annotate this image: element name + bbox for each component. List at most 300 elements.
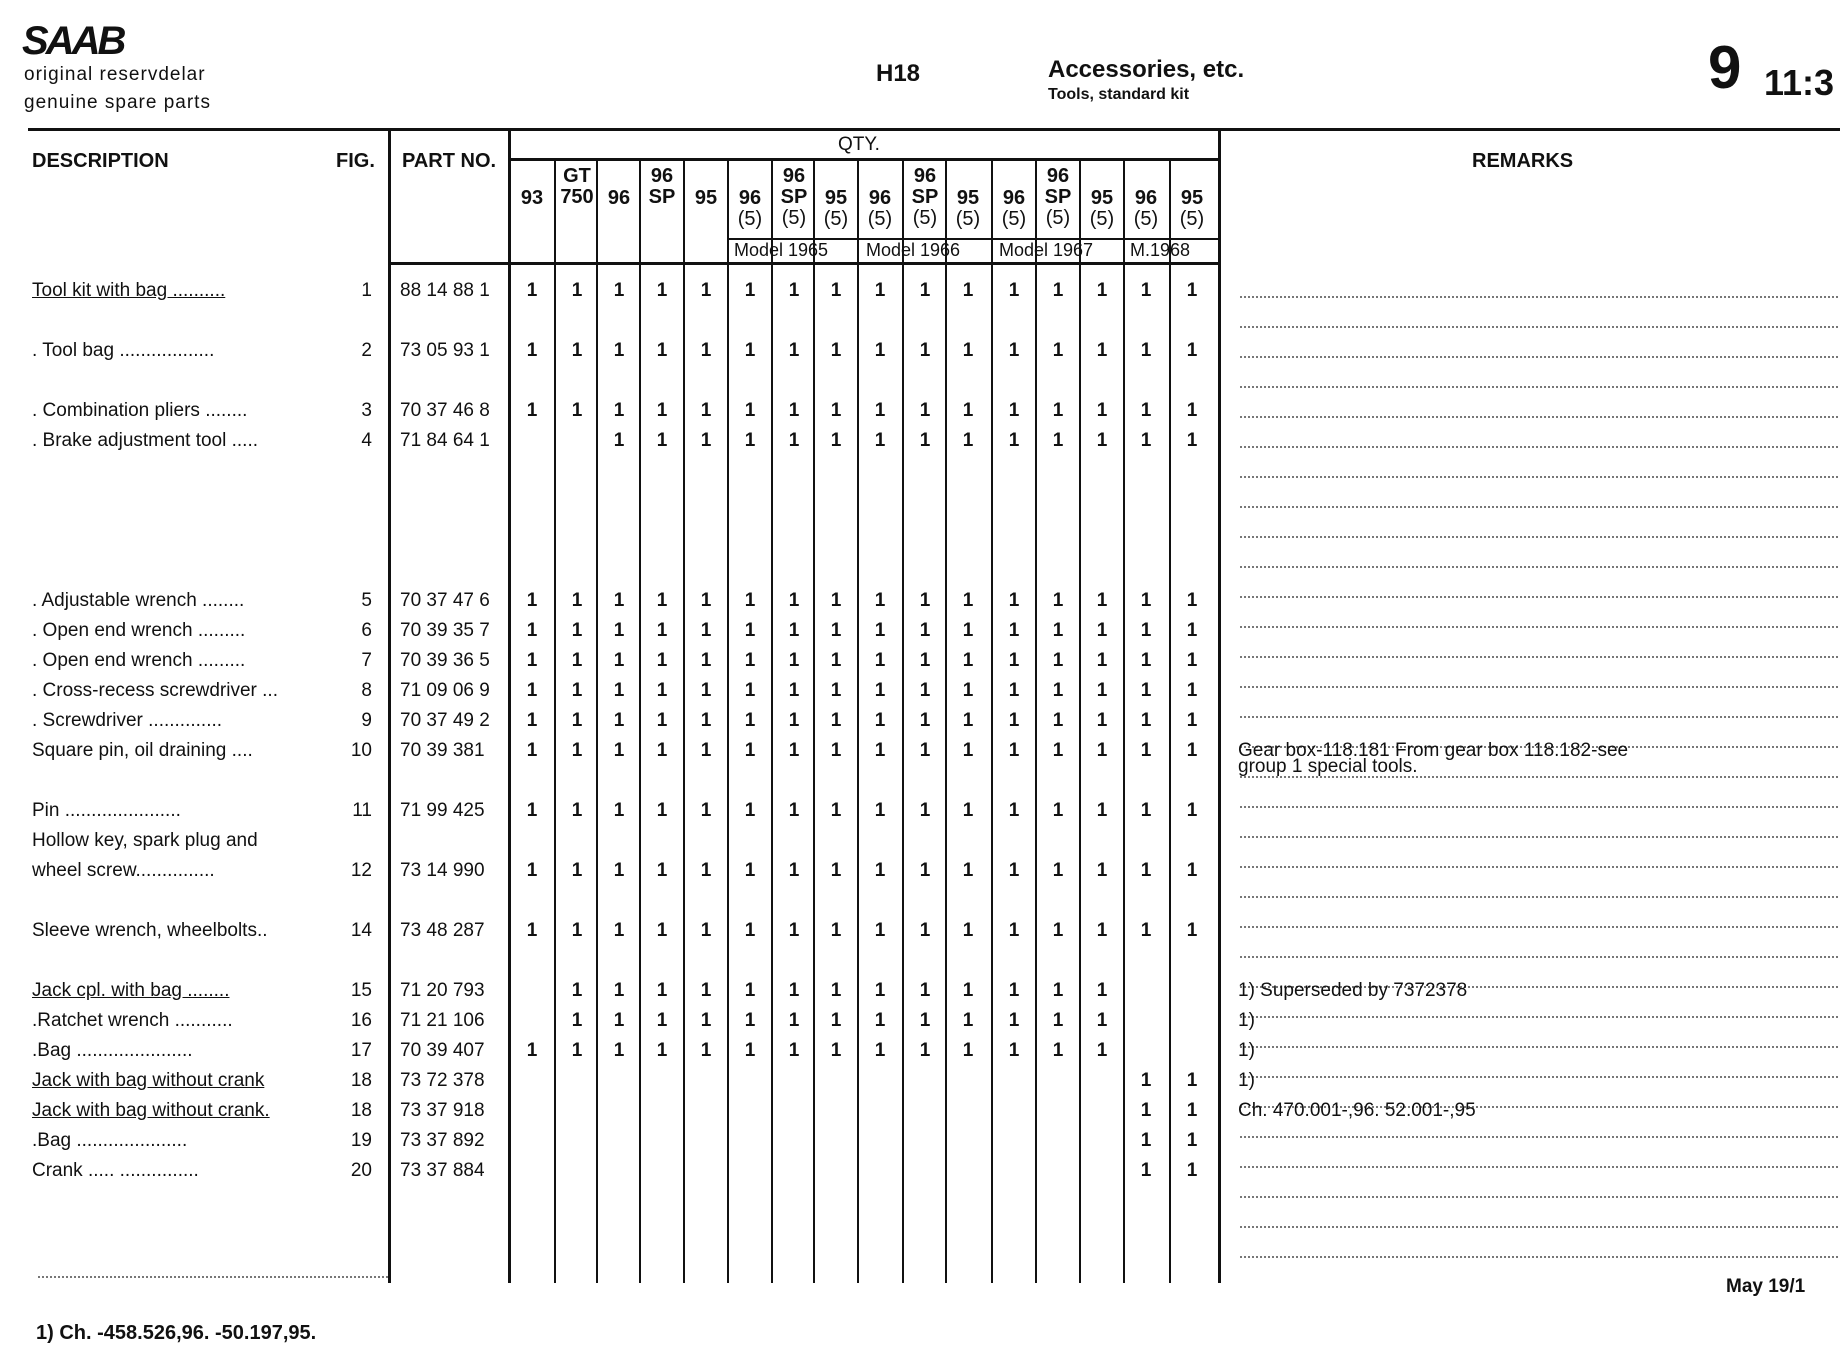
saab-logo-text: SAAB (22, 20, 124, 60)
row-qty: 1 (962, 590, 974, 611)
row-qty: 1 (1052, 430, 1064, 451)
row-qty: 1 (744, 710, 756, 731)
row-qty: 1 (700, 740, 712, 761)
row-qty: 1 (613, 980, 625, 1001)
row-description: wheel screw............... (32, 860, 215, 881)
row-qty: 1 (1008, 680, 1020, 701)
row-qty: 1 (788, 980, 800, 1001)
row-qty: 1 (874, 680, 886, 701)
row-qty: 1 (571, 680, 583, 701)
row-qty: 1 (526, 340, 538, 361)
model-column-header (1170, 188, 1214, 230)
row-qty: 1 (1096, 400, 1108, 421)
remark-guide-line (1240, 956, 1838, 958)
row-qty: 1 (526, 590, 538, 611)
row-qty: 1 (1140, 680, 1152, 701)
remark-guide-line (1240, 1226, 1838, 1228)
row-fig: 6 (361, 620, 372, 641)
row-qty: 1 (1008, 740, 1020, 761)
row-qty: 1 (744, 1040, 756, 1061)
row-qty: 1 (744, 800, 756, 821)
row-qty: 1 (962, 740, 974, 761)
row-qty: 1 (874, 400, 886, 421)
row-qty: 1 (830, 430, 842, 451)
model-header-line: SP (648, 186, 676, 208)
row-qty: 1 (1052, 1040, 1064, 1061)
row-qty: 1 (874, 920, 886, 941)
row-qty: 1 (1096, 1010, 1108, 1031)
row-qty: 1 (788, 340, 800, 361)
remark-guide-line (1240, 836, 1838, 838)
model-header-line: 96 (607, 187, 631, 209)
model-header-line: (5) (1179, 208, 1205, 230)
remark-guide-line (1240, 536, 1838, 538)
row-qty: 1 (962, 400, 974, 421)
row-qty: 1 (526, 740, 538, 761)
row-qty: 1 (1008, 860, 1020, 881)
row-fig: 15 (350, 980, 372, 1001)
row-qty: 1 (1008, 280, 1020, 301)
row-qty: 1 (613, 400, 625, 421)
row-qty: 1 (1008, 800, 1020, 821)
row-qty: 1 (613, 710, 625, 731)
row-part-number: 70 37 47 6 (400, 590, 490, 611)
row-description: Square pin, oil draining .... (32, 740, 253, 761)
row-qty: 1 (571, 1010, 583, 1031)
row-qty: 1 (962, 1040, 974, 1061)
row-qty: 1 (1140, 920, 1152, 941)
row-qty: 1 (1008, 620, 1020, 641)
row-qty: 1 (874, 590, 886, 611)
row-qty: 1 (919, 650, 931, 671)
row-qty: 1 (744, 400, 756, 421)
row-qty: 1 (571, 800, 583, 821)
row-qty: 1 (788, 400, 800, 421)
model-header-line: (5) (955, 208, 981, 230)
row-description: . Brake adjustment tool ..... (32, 430, 258, 451)
row-qty: 1 (788, 800, 800, 821)
model-header-line: SP (1044, 186, 1072, 208)
row-qty: 1 (1008, 590, 1020, 611)
remark-guide-line (1240, 896, 1838, 898)
row-qty: 1 (571, 740, 583, 761)
row-qty: 1 (744, 590, 756, 611)
row-qty: 1 (526, 920, 538, 941)
table-row (0, 1008, 1840, 1036)
remark-guide-line (1240, 506, 1838, 508)
row-qty: 1 (1008, 1040, 1020, 1061)
brand-line-1: original reservdelar (24, 64, 206, 85)
saab-logo (22, 20, 172, 60)
row-qty: 1 (656, 860, 668, 881)
row-qty: 1 (830, 740, 842, 761)
row-remark: 1) Superseded by 7372378 (1238, 980, 1468, 1001)
row-qty: 1 (962, 1010, 974, 1031)
model-header-line: SP (911, 186, 939, 208)
row-qty: 1 (613, 430, 625, 451)
row-qty: 1 (744, 980, 756, 1001)
table-row (0, 398, 1840, 426)
row-qty: 1 (1008, 980, 1020, 1001)
row-qty: 1 (788, 430, 800, 451)
row-remark: 1) (1238, 1040, 1255, 1061)
row-qty: 1 (1052, 860, 1064, 881)
remark-guide-line (1240, 386, 1838, 388)
row-qty: 1 (700, 400, 712, 421)
row-qty: 1 (1140, 1100, 1152, 1121)
row-qty: 1 (571, 650, 583, 671)
row-qty: 1 (788, 740, 800, 761)
row-fig: 14 (350, 920, 372, 941)
row-part-number: 70 37 49 2 (400, 710, 490, 731)
row-qty: 1 (744, 430, 756, 451)
row-qty: 1 (656, 590, 668, 611)
model-header-line: 95 (956, 187, 980, 209)
row-qty: 1 (700, 280, 712, 301)
qty-header-rule (510, 158, 1220, 161)
row-qty: 1 (1096, 920, 1108, 941)
model-column-header (992, 188, 1036, 230)
row-qty: 1 (1008, 920, 1020, 941)
page-title: Accessories, etc. (1048, 56, 1245, 83)
model-year-1967: Model 1967 (999, 240, 1094, 260)
row-qty: 1 (1008, 340, 1020, 361)
row-qty: 1 (830, 340, 842, 361)
row-qty: 1 (744, 620, 756, 641)
row-qty: 1 (613, 620, 625, 641)
row-qty: 1 (700, 680, 712, 701)
remark-guide-line (1240, 1256, 1838, 1258)
row-qty: 1 (571, 920, 583, 941)
row-qty: 1 (1186, 650, 1198, 671)
row-qty: 1 (1186, 920, 1198, 941)
row-qty: 1 (656, 280, 668, 301)
row-qty: 1 (1186, 860, 1198, 881)
row-part-number: 73 72 378 (400, 1070, 485, 1091)
row-qty: 1 (700, 710, 712, 731)
row-part-number: 70 39 407 (400, 1040, 485, 1061)
model-column-header (903, 166, 947, 229)
model-header-line: 96 (1134, 187, 1158, 209)
row-qty: 1 (919, 430, 931, 451)
row-qty: 1 (656, 800, 668, 821)
row-qty: 1 (613, 1040, 625, 1061)
model-header-line: GT (563, 165, 591, 187)
row-qty: 1 (1008, 710, 1020, 731)
row-qty: 1 (1140, 860, 1152, 881)
row-qty: 1 (1052, 740, 1064, 761)
row-qty: 1 (788, 680, 800, 701)
table-top-rule (28, 128, 1840, 131)
row-qty: 1 (700, 1040, 712, 1061)
model-column-header (858, 188, 902, 230)
model-header-line: 750 (560, 186, 594, 208)
row-qty: 1 (788, 620, 800, 641)
row-qty: 1 (1052, 650, 1064, 671)
row-qty: 1 (874, 980, 886, 1001)
row-qty: 1 (656, 1040, 668, 1061)
row-description: Crank ..... ............... (32, 1160, 199, 1181)
row-qty: 1 (830, 590, 842, 611)
row-qty: 1 (874, 430, 886, 451)
remark-guide-line (1240, 476, 1838, 478)
row-qty: 1 (962, 430, 974, 451)
row-qty: 1 (744, 340, 756, 361)
row-description: . Cross-recess screwdriver ... (32, 680, 278, 701)
row-qty: 1 (874, 340, 886, 361)
row-qty: 1 (656, 650, 668, 671)
row-qty: 1 (962, 710, 974, 731)
row-qty: 1 (656, 980, 668, 1001)
row-qty: 1 (1052, 340, 1064, 361)
table-row (0, 278, 1840, 306)
row-qty: 1 (1096, 710, 1108, 731)
table-row (0, 1128, 1840, 1156)
row-qty: 1 (700, 340, 712, 361)
row-qty: 1 (874, 800, 886, 821)
row-qty: 1 (526, 710, 538, 731)
row-qty: 1 (1140, 800, 1152, 821)
row-qty: 1 (613, 740, 625, 761)
row-qty: 1 (830, 800, 842, 821)
row-qty: 1 (919, 860, 931, 881)
row-qty: 1 (1186, 590, 1198, 611)
row-qty: 1 (874, 280, 886, 301)
row-qty: 1 (656, 340, 668, 361)
row-qty: 1 (571, 620, 583, 641)
table-row (0, 678, 1840, 706)
row-qty: 1 (613, 920, 625, 941)
row-qty: 1 (700, 650, 712, 671)
row-part-number: 71 09 06 9 (400, 680, 490, 701)
row-qty: 1 (744, 860, 756, 881)
row-qty: 1 (1186, 1100, 1198, 1121)
row-qty: 1 (1186, 710, 1198, 731)
row-part-number: 73 37 918 (400, 1100, 485, 1121)
row-qty: 1 (830, 650, 842, 671)
row-part-number: 88 14 88 1 (400, 280, 490, 301)
model-column-header (1080, 188, 1124, 230)
model-header-line: (5) (867, 208, 893, 230)
row-qty: 1 (656, 680, 668, 701)
row-qty: 1 (1140, 340, 1152, 361)
row-fig: 5 (361, 590, 372, 611)
model-header-line: 93 (520, 187, 544, 209)
row-part-number: 71 84 64 1 (400, 430, 490, 451)
row-qty: 1 (526, 620, 538, 641)
row-qty: 1 (1186, 340, 1198, 361)
row-qty: 1 (788, 920, 800, 941)
row-qty: 1 (1140, 1070, 1152, 1091)
row-qty: 1 (571, 340, 583, 361)
row-qty: 1 (1140, 1160, 1152, 1181)
row-description: Jack with bag without crank. (32, 1100, 270, 1121)
row-qty: 1 (1096, 860, 1108, 881)
row-qty: 1 (571, 980, 583, 1001)
row-qty: 1 (571, 400, 583, 421)
row-qty: 1 (1096, 620, 1108, 641)
remark-guide-line (1240, 1196, 1838, 1198)
row-qty: 1 (1008, 650, 1020, 671)
row-fig: 3 (361, 400, 372, 421)
row-description: . Adjustable wrench ........ (32, 590, 245, 611)
col-header-qty: QTY. (838, 134, 880, 155)
brand-line-2: genuine spare parts (24, 92, 211, 113)
group-number: 9 (1708, 34, 1742, 101)
row-qty: 1 (526, 860, 538, 881)
model-column-header (814, 188, 858, 230)
row-qty: 1 (874, 740, 886, 761)
row-qty: 1 (571, 1040, 583, 1061)
row-qty: 1 (744, 740, 756, 761)
table-row (0, 618, 1840, 646)
row-description: Pin ...................... (32, 800, 181, 821)
row-qty: 1 (1052, 620, 1064, 641)
model-header-line: 96 (913, 165, 937, 187)
row-qty: 1 (962, 620, 974, 641)
model-header-line: (5) (737, 208, 763, 230)
model-header-line: (5) (1133, 208, 1159, 230)
row-qty: 1 (1052, 1010, 1064, 1031)
row-fig: 11 (352, 800, 372, 821)
row-qty: 1 (526, 1040, 538, 1061)
row-qty: 1 (1096, 280, 1108, 301)
row-qty: 1 (1186, 680, 1198, 701)
row-qty: 1 (526, 680, 538, 701)
row-qty: 1 (1052, 590, 1064, 611)
row-qty: 1 (1096, 800, 1108, 821)
row-qty: 1 (656, 740, 668, 761)
table-row (0, 1098, 1840, 1126)
row-qty: 1 (613, 340, 625, 361)
model-header-line: 96 (868, 187, 892, 209)
table-row (0, 918, 1840, 946)
model-header-line: (5) (1001, 208, 1027, 230)
row-qty: 1 (1186, 430, 1198, 451)
row-fig: 18 (350, 1070, 372, 1091)
row-qty: 1 (919, 400, 931, 421)
row-description: Sleeve wrench, wheelbolts.. (32, 920, 268, 941)
row-qty: 1 (526, 400, 538, 421)
model-header-line: 96 (650, 165, 674, 187)
row-description: .Ratchet wrench ........... (32, 1010, 233, 1031)
row-fig: 19 (350, 1130, 372, 1151)
model-header-line: 95 (1180, 187, 1204, 209)
row-part-number: 73 37 884 (400, 1160, 485, 1181)
model-header-line: 96 (1046, 165, 1070, 187)
row-qty: 1 (830, 280, 842, 301)
row-qty: 1 (919, 710, 931, 731)
row-qty: 1 (1096, 590, 1108, 611)
model-column-header (772, 166, 816, 229)
row-qty: 1 (830, 1040, 842, 1061)
row-qty: 1 (1052, 800, 1064, 821)
model-header-line: 95 (824, 187, 848, 209)
row-part-number: 70 39 381 (400, 740, 485, 761)
row-qty: 1 (1008, 400, 1020, 421)
row-qty: 1 (962, 980, 974, 1001)
row-qty: 1 (613, 680, 625, 701)
row-qty: 1 (1186, 280, 1198, 301)
row-part-number: 70 37 46 8 (400, 400, 490, 421)
page-number: 11:3 (1764, 62, 1835, 103)
model-header-line: 95 (1090, 187, 1114, 209)
row-qty: 1 (1140, 620, 1152, 641)
col-header-part-no: PART NO. (402, 150, 497, 172)
row-qty: 1 (744, 920, 756, 941)
model-column-header (684, 188, 728, 209)
model-header-line: 96 (782, 165, 806, 187)
row-qty: 1 (700, 860, 712, 881)
row-qty: 1 (962, 920, 974, 941)
row-qty: 1 (571, 860, 583, 881)
row-qty: 1 (874, 1040, 886, 1061)
row-qty: 1 (1186, 1130, 1198, 1151)
row-qty: 1 (919, 920, 931, 941)
row-qty: 1 (1052, 680, 1064, 701)
row-qty: 1 (919, 980, 931, 1001)
row-description: . Combination pliers ........ (32, 400, 248, 421)
col-header-remarks: REMARKS (1472, 150, 1574, 172)
model-column-header (1124, 188, 1168, 230)
model-header-line: (5) (823, 208, 849, 230)
model-header-line: (5) (1045, 207, 1071, 229)
row-qty: 1 (656, 710, 668, 731)
row-qty: 1 (1052, 980, 1064, 1001)
row-qty: 1 (1186, 400, 1198, 421)
row-description: . Open end wrench ......... (32, 650, 246, 671)
row-qty: 1 (1052, 710, 1064, 731)
row-remark: Gear box-118.181 From gear box 118.182-see (1238, 740, 1629, 761)
row-description: Tool kit with bag .......... (32, 280, 226, 301)
row-qty: 1 (526, 650, 538, 671)
row-qty: 1 (788, 1010, 800, 1031)
row-qty: 1 (788, 860, 800, 881)
row-qty: 1 (1140, 1130, 1152, 1151)
table-row (0, 338, 1840, 366)
row-fig: 8 (361, 680, 372, 701)
row-qty: 1 (656, 1010, 668, 1031)
row-qty: 1 (613, 800, 625, 821)
row-description: . Tool bag .................. (32, 340, 215, 361)
row-part-number: 73 14 990 (400, 860, 485, 881)
row-fig: 12 (350, 860, 372, 881)
row-qty: 1 (874, 710, 886, 731)
model-year-1968: M.1968 (1130, 240, 1191, 260)
row-qty: 1 (1096, 680, 1108, 701)
row-qty: 1 (700, 920, 712, 941)
row-qty: 1 (1096, 340, 1108, 361)
row-qty: 1 (830, 980, 842, 1001)
row-fig: 20 (350, 1160, 372, 1181)
row-qty: 1 (744, 680, 756, 701)
row-part-number: 73 05 93 1 (400, 340, 490, 361)
row-qty: 1 (1052, 920, 1064, 941)
model-column-header (640, 166, 684, 208)
row-qty: 1 (1096, 430, 1108, 451)
row-qty: 1 (919, 680, 931, 701)
footnote: 1) Ch. -458.526,96. -50.197,95. (36, 1322, 317, 1344)
row-qty: 1 (700, 1010, 712, 1031)
row-fig: 2 (361, 340, 372, 361)
row-description: Jack cpl. with bag ........ (32, 980, 230, 1001)
row-remark: 1) (1238, 1010, 1255, 1031)
row-fig: 9 (361, 710, 372, 731)
table-row (0, 708, 1840, 736)
row-qty: 1 (830, 920, 842, 941)
table-row (0, 830, 1840, 886)
row-qty: 1 (1186, 800, 1198, 821)
